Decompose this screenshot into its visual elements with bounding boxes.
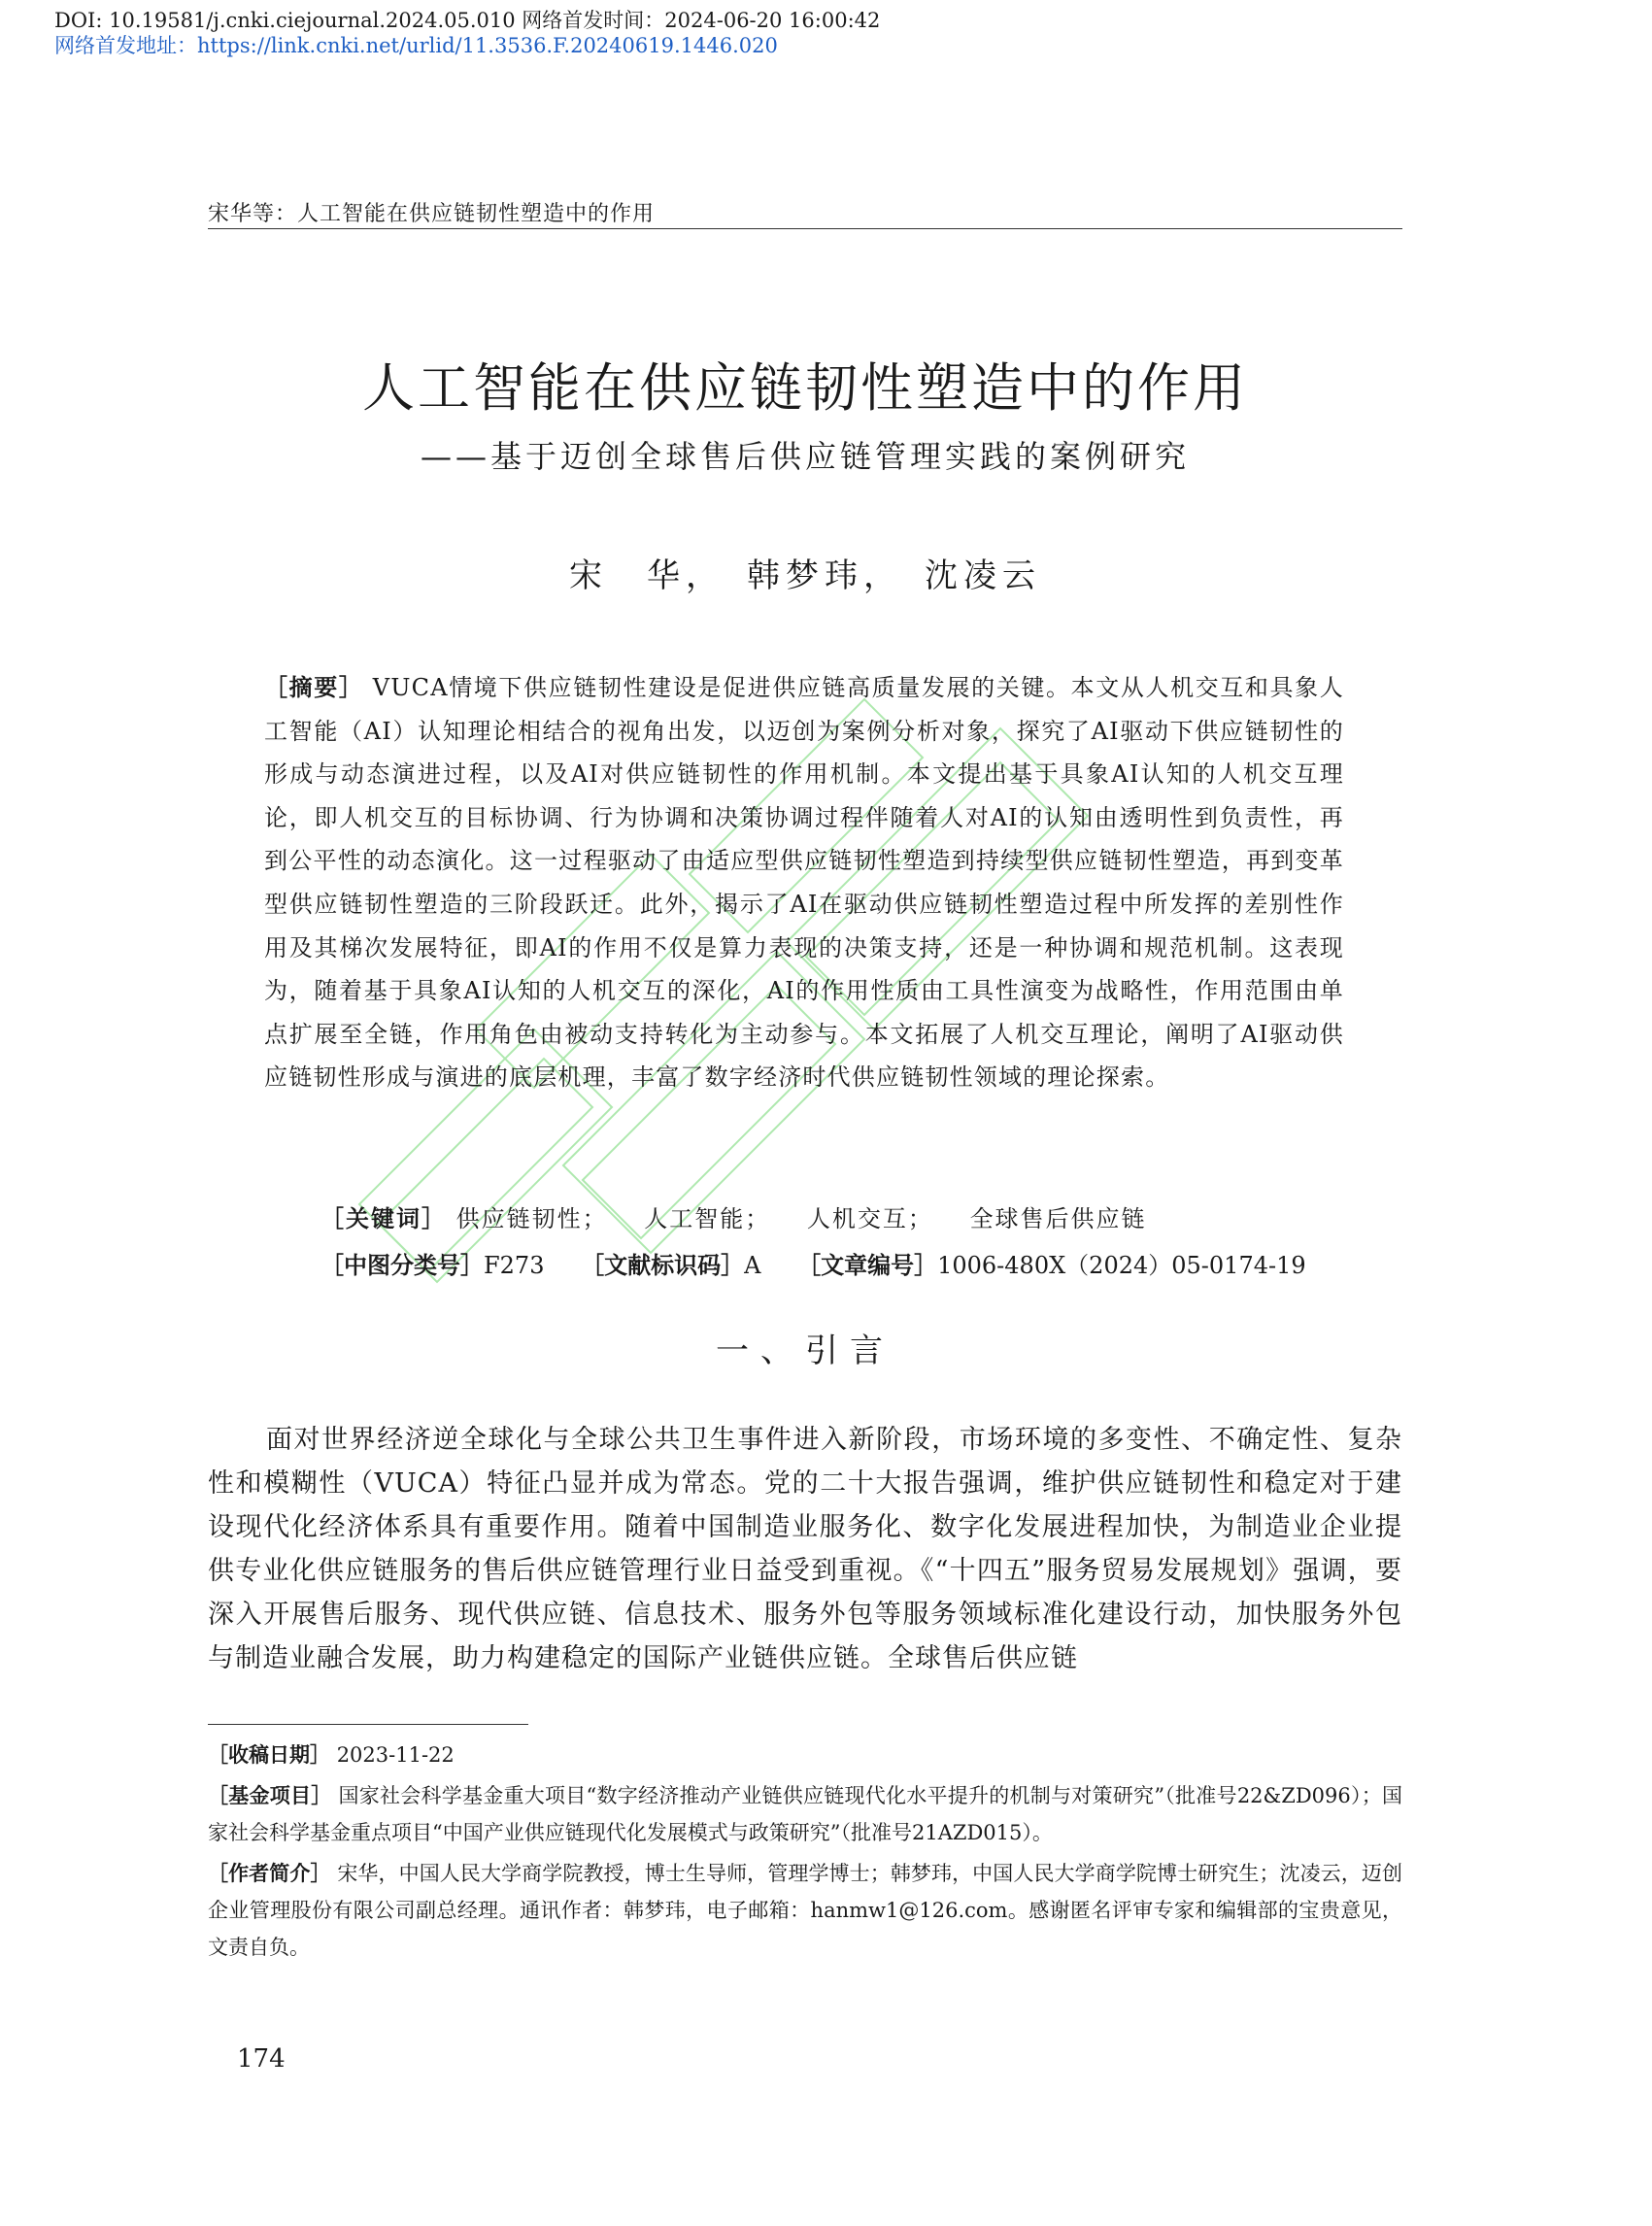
page-number: 174 xyxy=(237,2044,286,2074)
keyword-item: 全球售后供应链 xyxy=(969,1205,1147,1232)
section-heading: 一、引言 xyxy=(716,1332,894,1370)
running-head: 宋华等：人工智能在供应链韧性塑造中的作用 xyxy=(208,202,656,226)
article-number-value: 1006-480X（2024）05-0174-19 xyxy=(937,1252,1306,1279)
author-bio-label: ［作者简介］ xyxy=(208,1862,331,1885)
footnote-fund xyxy=(208,1777,1402,1851)
online-url-line[interactable]: 网络首发地址：https://link.cnki.net/urlid/11.3536.F.20240619.1446.020 xyxy=(54,34,778,57)
article-title: 人工智能在供应链韧性塑造中的作用 xyxy=(362,357,1248,419)
fund-label: ［基金项目］ xyxy=(208,1784,332,1807)
article-number-label: ［文章编号］ xyxy=(797,1252,938,1279)
footnote-received xyxy=(208,1737,1402,1773)
intro-paragraph: 面对世界经济逆全球化与全球公共卫生事件进入新阶段，市场环境的多变性、不确定性、复杂性和模糊性（VUCA）特征凸显并成为常态。党的二十大报告强调，维护供应链韧性和稳定对于建设现代化经济体系具有重要作用。随着中国制造业服务化、数字化发展进程加快，为制造业企业提供专业化供应链服务的售后供应链管理行业日益受到重视。《“十四五”服务贸易发展规划》强调，要深入开展售后服务、现代供应链、信息技术、服务外包等服务领域标准化建设行动，加快服务外包与制造业融合发展，助力构建稳定的国际产业链供应链。全球售后供应链 xyxy=(208,1425,1402,1673)
clc-label: ［中图分类号］ xyxy=(320,1252,484,1279)
author-bio-value: 宋华，中国人民大学商学院教授，博士生导师，管理学博士；韩梦玮，中国人民大学商学院博士研究生；沈凌云，迈创企业管理股份有限公司副总经理。通讯作者：韩梦玮，电子邮箱：hanmw1@126.com。感谢匿名评审专家和编辑部的宝贵意见，文责自负。 xyxy=(208,1862,1403,1959)
footnote-author xyxy=(208,1855,1402,1966)
received-label: ［收稿日期］ xyxy=(208,1743,330,1767)
keyword-item: 供应链韧性； xyxy=(455,1205,608,1232)
footnote-rule xyxy=(208,1724,528,1725)
clc-value: F273 xyxy=(484,1252,545,1279)
doc-code-label: ［文献标识码］ xyxy=(581,1252,745,1279)
keywords xyxy=(320,1199,1174,1238)
keyword-item: 人机交互； xyxy=(806,1205,933,1232)
footnotes xyxy=(208,1737,1402,1970)
abstract xyxy=(264,666,1344,1099)
article-authors: 宋 华， 韩梦玮， 沈凌云 xyxy=(569,556,1041,595)
abstract-label: ［摘要］ xyxy=(264,674,364,701)
article-subtitle: ——基于迈创全球售后供应链管理实践的案例研究 xyxy=(420,438,1190,475)
keywords-label: ［关键词］ xyxy=(320,1205,447,1232)
classification-line xyxy=(320,1246,1306,1285)
doc-code-value: A xyxy=(744,1252,761,1279)
keyword-item: 人工智能； xyxy=(644,1205,771,1232)
header-rule xyxy=(208,228,1402,229)
doi-line: DOI: 10.19581/j.cnki.ciejournal.2024.05.010 网络首发时间：2024-06-20 16:00:42 xyxy=(54,9,881,32)
fund-value: 国家社会科学基金重大项目“数字经济推动产业链供应链现代化水平提升的机制与对策研究”（批准号22&ZD096）；国家社会科学基金重点项目“中国产业供应链现代化发展模式与政策研究”（批准号21AZD015）。 xyxy=(208,1784,1402,1844)
abstract-text: VUCA情境下供应链韧性建设是促进供应链高质量发展的关键。本文从人机交互和具象人工智能（AI）认知理论相结合的视角出发，以迈创为案例分析对象，探究了AI驱动下供应链韧性的形成与动态演进过程，以及AI对供应链韧性的作用机制。本文提出基于具象AI认知的人机交互理论，即人机交互的目标协调、行为协调和决策协调过程伴随着人对AI的认知由透明性到负责性，再到公平性的动态演化。这一过程驱动了由适应型供应链韧性塑造到持续型供应链韧性塑造，再到变革型供应链韧性塑造的三阶段跃迁。此外，揭示了AI在驱动供应链韧性塑造过程中所发挥的差别性作用及其梯次发展特征，即AI的作用不仅是算力表现的决策支持，还是一种协调和规范机制。这表现为，随着基于具象AI认知的人机交互的深化，AI的作用性质由工具性演变为战略性，作用范围由单点扩展至全链，作用角色由被动支持转化为主动参与。本文拓展了人机交互理论，阐明了AI驱动供应链韧性形成与演进的底层机理，丰富了数字经济时代供应链韧性领域的理论探索。 xyxy=(264,674,1344,1092)
received-value: 2023-11-22 xyxy=(336,1743,455,1767)
